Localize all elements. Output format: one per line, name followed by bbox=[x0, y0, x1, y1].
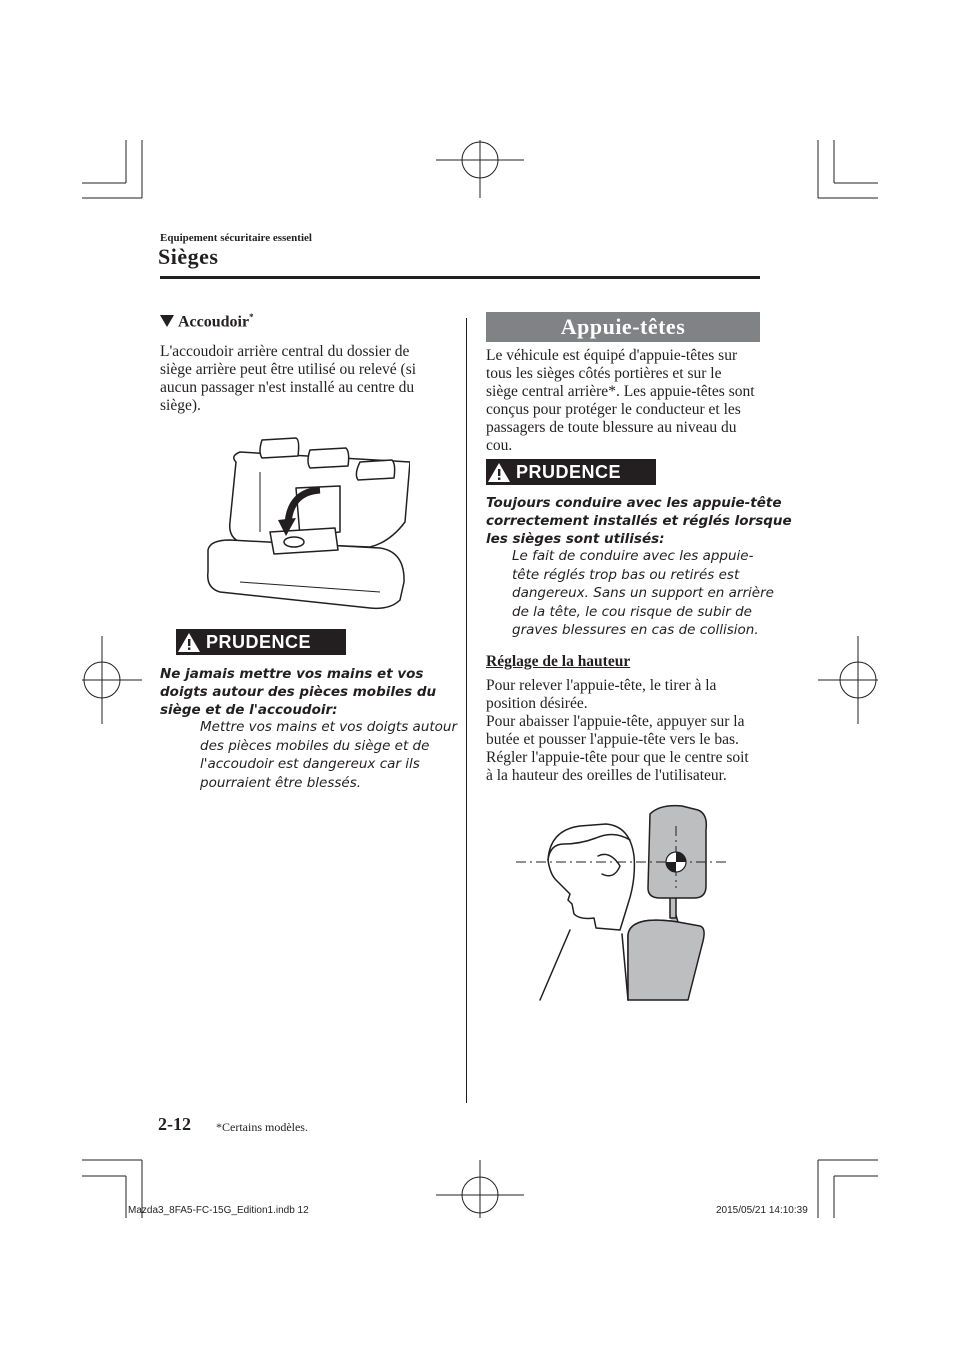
text-line: graves blessures en cas de collision. bbox=[512, 622, 759, 638]
warning-body-text bbox=[512, 547, 774, 640]
text-line: les sièges sont utilisés: bbox=[486, 531, 665, 547]
text-line: Pour abaisser l'appuie-tête, appuyer sur la bbox=[486, 713, 745, 730]
warning-label: PRUDENCE bbox=[516, 461, 622, 482]
text-line: Mettre vos mains et vos doigts autour bbox=[200, 719, 458, 735]
text-line: siège central arrière*. Les appuie-têtes sont bbox=[486, 383, 755, 400]
text-line: à la hauteur des oreilles de l'utilisateur. bbox=[486, 767, 727, 784]
text-line: Pour relever l'appuie-tête, le tirer à la bbox=[486, 677, 717, 694]
text-line: conçus pour protéger le conducteur et les bbox=[486, 401, 741, 418]
warning-icon bbox=[176, 629, 202, 655]
text-line: butée et pousser l'appuie-tête vers le bas. bbox=[486, 731, 739, 748]
text-line: position désirée. bbox=[486, 695, 588, 712]
rear-armrest-illustration bbox=[200, 432, 410, 612]
warning-bold-text bbox=[486, 494, 792, 548]
accoudoir-paragraph bbox=[160, 343, 416, 415]
print-file-info: Mazda3_8FA5-FC-15G_Edition1.indb 12 bbox=[128, 1205, 309, 1216]
text-line: L'accoudoir arrière central du dossier de bbox=[160, 343, 410, 360]
accoudoir-heading-asterisk: * bbox=[249, 312, 254, 322]
text-line: tête réglés trop bas ou retirés est bbox=[512, 566, 740, 583]
text-line: Le véhicule est équipé d'appuie-têtes sur bbox=[486, 347, 738, 364]
text-line: siège). bbox=[160, 397, 201, 414]
section-label: Equipement sécuritaire essentiel bbox=[160, 232, 312, 244]
text-line: Régler l'appuie-tête pour que le centre soit bbox=[486, 749, 749, 766]
subheading: Réglage de la hauteur bbox=[486, 653, 631, 670]
adjust-paragraph bbox=[486, 677, 749, 785]
accoudoir-heading bbox=[160, 312, 254, 331]
footnote: *Certains modèles. bbox=[216, 1120, 308, 1134]
text-line: siège arrière peut être utilisé ou relevé (si bbox=[160, 361, 417, 378]
page-title: Sièges bbox=[158, 244, 219, 269]
headrest-height-illustration bbox=[510, 800, 740, 1005]
page-number: 2-12 bbox=[158, 1114, 191, 1134]
text-line: de la tête, le cou risque de subir de bbox=[512, 603, 752, 620]
warning-body-text bbox=[200, 718, 457, 792]
intro-paragraph bbox=[486, 347, 755, 455]
text-line: l'accoudoir est dangereux car ils bbox=[200, 756, 420, 772]
text-line: dangereux. Sans un support en arrière bbox=[512, 585, 774, 601]
header-rule bbox=[160, 276, 760, 279]
text-line: aucun passager n'est installé au centre du bbox=[160, 379, 415, 396]
section-banner: Appuie-têtes bbox=[486, 312, 760, 342]
text-line: cou. bbox=[486, 437, 513, 454]
text-line: passagers de toute blessure au niveau du bbox=[486, 419, 737, 436]
column-divider bbox=[466, 318, 467, 1103]
warning-banner bbox=[176, 629, 346, 655]
triangle-bullet-icon bbox=[160, 315, 174, 327]
text-line: pourraient être blessés. bbox=[200, 774, 362, 791]
text-line: Le fait de conduire avec les appuie- bbox=[512, 548, 754, 564]
text-line: correctement installés et réglés lorsque bbox=[486, 513, 792, 529]
warning-icon bbox=[486, 459, 512, 485]
text-line: des pièces mobiles du siège et de bbox=[200, 737, 430, 754]
text-line: Toujours conduire avec les appuie-tête bbox=[486, 495, 782, 511]
text-line: doigts autour des pièces mobiles du bbox=[160, 684, 437, 700]
warning-label: PRUDENCE bbox=[206, 631, 312, 652]
print-timestamp: 2015/05/21 14:10:39 bbox=[716, 1205, 808, 1216]
text-line: Ne jamais mettre vos mains et vos bbox=[160, 666, 424, 682]
warning-banner bbox=[486, 459, 656, 485]
warning-bold-text bbox=[160, 665, 436, 719]
accoudoir-heading-text: Accoudoir bbox=[178, 313, 250, 331]
text-line: siège et de l'accoudoir: bbox=[160, 702, 338, 718]
text-line: tous les sièges côtés portières et sur le bbox=[486, 365, 722, 382]
